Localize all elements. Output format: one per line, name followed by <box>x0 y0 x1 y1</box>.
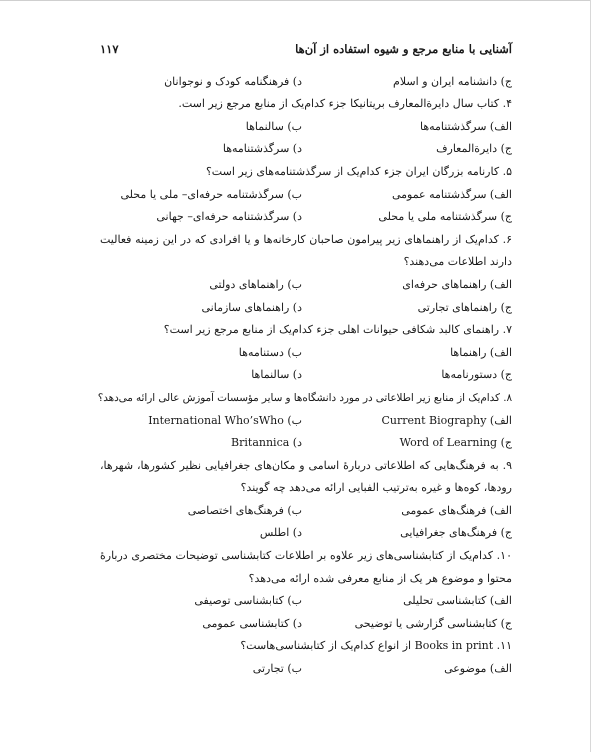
option-b: ب) راهنماهای دولتی <box>209 277 302 291</box>
option-a: الف) موضوعی <box>444 662 512 676</box>
option-marker: د) <box>292 436 302 450</box>
option-c: ج) راهنماهای تجارتی <box>417 300 512 314</box>
options-row <box>100 613 512 636</box>
options-row <box>100 364 512 387</box>
option-a: الف) راهنماها <box>450 345 512 359</box>
option-d: د) کتابشناسی عمومی <box>202 616 302 630</box>
option-b: ب) سالنماها <box>245 119 302 133</box>
option-b: ب) دستنامه‌ها <box>238 345 302 359</box>
question-5: ۵. کارنامه بزرگان ایران جزء کدام‌یک از سرگذشتنامه‌های زیر است؟ <box>205 164 512 178</box>
option-b: ب) فرهنگ‌های اختصاصی <box>187 503 302 517</box>
options-row <box>100 658 512 681</box>
options-row <box>100 116 512 139</box>
option-b <box>100 410 302 433</box>
option-c: ج) دانشنامه ایران و اسلام <box>393 74 512 88</box>
question-6: ۶. کدام‌یک از راهنماهای زیر پیرامون صاحبان کارخانه‌ها و یا افرادی که در این زمینه فعالیت دارند اطلاعات می‌دهند؟ <box>100 232 512 269</box>
options-row <box>100 500 512 523</box>
option-d: د) سرگذشتنامه حرفه‌ای– جهانی <box>156 210 302 224</box>
option-d: د) راهنماهای سازمانی <box>201 300 302 314</box>
option-a: الف) سرگذشتنامه‌ها <box>419 119 512 133</box>
option-marker: ج) <box>500 436 512 450</box>
question-9: ۹. به فرهنگ‌هایی که اطلاعاتی دربارۀ اسامی و مکان‌های جغرافیایی نظیر کشورها، شهرها، رودها، کوه‌ها و غیره به‌ترتیب الفبایی ارائه می‌دهد چه گویند؟ <box>100 458 512 495</box>
option-d: د) فرهنگنامه کودک و نوجوانان <box>164 74 302 88</box>
option-c: ج) سرگذشتنامه ملی یا محلی <box>378 210 512 224</box>
option-marker: ب) <box>287 413 302 427</box>
book-page <box>97 38 512 681</box>
options-row <box>100 410 512 433</box>
option-text: Word of Learning <box>399 436 498 450</box>
option-text: Britannica <box>231 436 290 450</box>
option-a: الف) راهنماهای حرفه‌ای <box>402 277 512 291</box>
question-title-en: Books in print <box>414 639 494 653</box>
option-d: د) سرگذشتنامه‌ها <box>222 142 302 156</box>
options-row <box>100 297 512 320</box>
question-11 <box>100 635 512 658</box>
option-c: ج) فرهنگ‌های جغرافیایی <box>400 526 512 540</box>
option-c: ج) دایرةالمعارف <box>436 142 512 156</box>
options-row <box>100 71 512 94</box>
option-d: د) اطلس <box>259 526 302 540</box>
option-c <box>302 432 512 455</box>
option-marker: الف) <box>489 413 512 427</box>
question-number: ۱۱. <box>496 639 512 653</box>
option-a: الف) سرگذشتنامه عمومی <box>391 187 512 201</box>
options-row <box>100 184 512 207</box>
question-7: ۷. راهنمای کالبد شکافی حیوانات اهلی جزء کدام‌یک از منابع مرجع زیر است؟ <box>163 323 512 337</box>
question-10: ۱۰. کدام‌یک از کتابشناسی‌های زیر علاوه بر اطلاعات کتابشناسی توضیحات مختصری دربارۀ محتوا و موضوع هر یک از منابع معرفی شده ارائه می‌دهد؟ <box>100 549 512 585</box>
options-row <box>100 342 512 365</box>
header-title: آشنایی با منابع مرجع و شیوه استفاده از آن‌ها <box>295 42 512 56</box>
option-c: ج) کتابشناسی گزارشی یا توضیحی <box>354 616 512 630</box>
question-4: ۴. کتاب سال دایرةالمعارف بریتانیکا جزء کدام‌یک از منابع مرجع زیر است. <box>178 97 512 111</box>
options-row <box>100 138 512 161</box>
options-row <box>100 206 512 229</box>
options-row <box>100 274 512 297</box>
question-text: از انواع کدام‌یک از کتابشناسی‌هاست؟ <box>240 639 412 653</box>
option-b: ب) تجارتی <box>252 662 302 676</box>
option-c: ج) دستورنامه‌ها <box>441 368 512 382</box>
page-number: ۱۱۷ <box>100 42 119 56</box>
options-row <box>100 432 512 455</box>
option-d <box>100 432 302 455</box>
options-row <box>100 590 512 613</box>
option-a: الف) کتابشناسی تحلیلی <box>403 594 512 608</box>
question-8: ۸. کدام‌یک از منابع زیر اطلاعاتی در مورد دانشگاه‌ها و سایر مؤسسات آموزش عالی ارائه می‌دهد؟ <box>97 391 512 404</box>
option-a <box>302 410 512 433</box>
page-border <box>0 0 591 1</box>
option-b: ب) سرگذشتنامه حرفه‌ای– ملی یا محلی <box>120 187 302 201</box>
option-text: International Who’sWho <box>148 413 284 427</box>
option-b: ب) کتابشناسی توصیفی <box>194 594 302 608</box>
option-a: الف) فرهنگ‌های عمومی <box>401 503 512 517</box>
option-d: د) سالنماها <box>251 368 302 382</box>
running-header <box>100 38 512 63</box>
options-row <box>100 522 512 545</box>
option-text: Current Biography <box>381 413 487 427</box>
